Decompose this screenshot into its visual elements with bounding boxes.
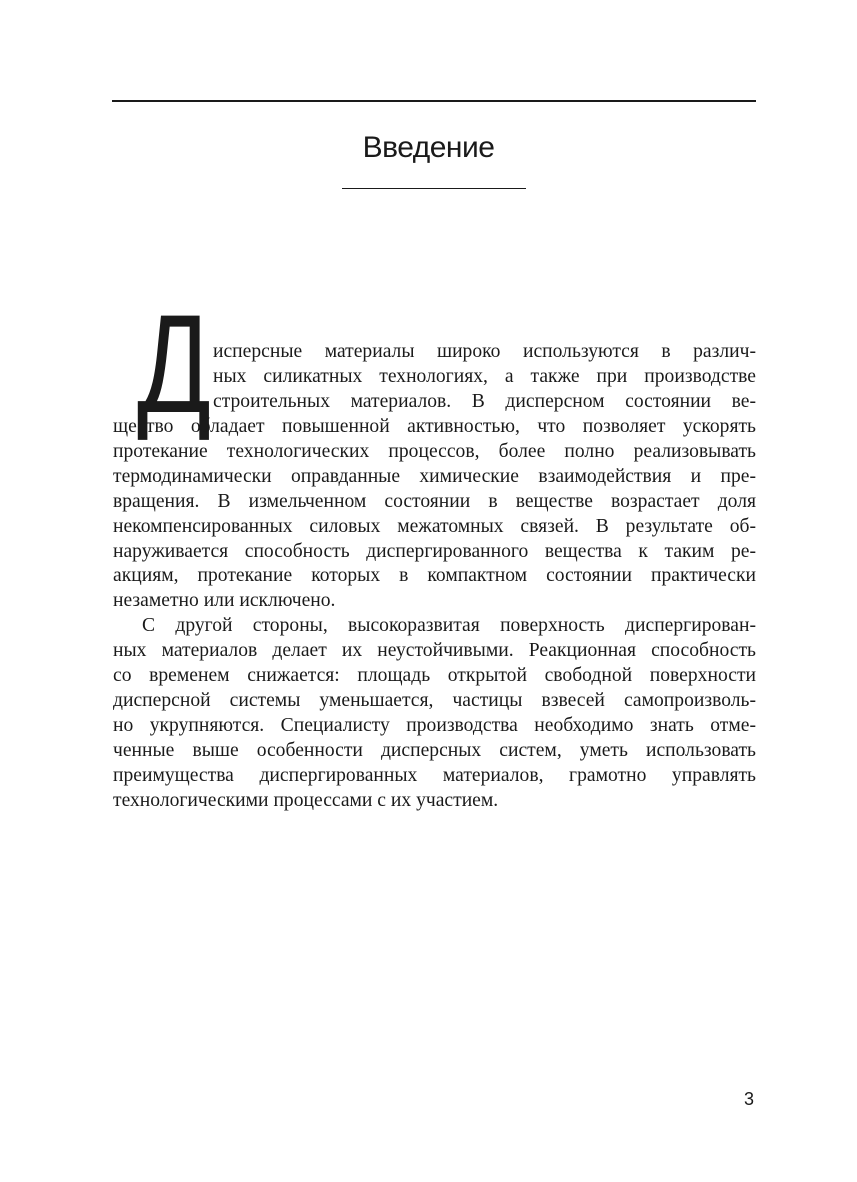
page-number: 3 bbox=[744, 1089, 755, 1109]
text-line: исперсные материалы широко используются в различ- bbox=[213, 341, 756, 362]
top-rule bbox=[112, 100, 756, 102]
text-line: дисперсной системы уменьшается, частицы взвесей самопроизволь- bbox=[113, 690, 756, 712]
text-line: термодинамически оправданные химические взаимодействия и пре- bbox=[113, 465, 756, 487]
text-line: протекание технологических процессов, более полно реализовывать bbox=[113, 440, 756, 462]
text-line: ных материалов делает их неустойчивыми. Реакционная способность bbox=[113, 640, 756, 662]
text-line: вращения. В измельченном состоянии в веществе возрастает доля bbox=[113, 490, 756, 512]
title-underline bbox=[342, 188, 526, 189]
text-line: наруживается способность диспергированного вещества к таким ре- bbox=[113, 540, 756, 562]
page-title: Введение bbox=[362, 131, 495, 164]
text-line: ных силикатных технологиях, а также при производстве bbox=[213, 365, 756, 387]
paragraph-1 bbox=[113, 340, 756, 614]
text-line: но укрупняются. Специалисту производства необходимо знать отме- bbox=[113, 715, 756, 737]
text-line: со временем снижается: площадь открытой свободной поверхности bbox=[113, 665, 756, 687]
text-line: технологическими процессами с их участием. bbox=[113, 789, 499, 811]
text-line: строительных материалов. В дисперсном состоянии ве- bbox=[213, 390, 756, 412]
text-line: незаметно или исключено. bbox=[113, 590, 336, 612]
text-line: щество обладает повышенной активностью, что позволяет ускорять bbox=[113, 415, 756, 437]
paragraph-2 bbox=[113, 614, 756, 814]
drop-cap-letter: Д bbox=[137, 285, 211, 442]
text-line: некомпенсированных силовых межатомных связей. В результате об- bbox=[113, 515, 756, 537]
text-line: С другой стороны, высокоразвитая поверхность диспергирован- bbox=[142, 615, 756, 637]
text-line: акциям, протекание которых в компактном состоянии практически bbox=[113, 565, 756, 587]
text-line: преимущества диспергированных материалов, грамотно управлять bbox=[113, 764, 756, 786]
text-line: ченные выше особенности дисперсных систем, уметь использовать bbox=[113, 740, 756, 761]
body-text bbox=[113, 340, 756, 814]
